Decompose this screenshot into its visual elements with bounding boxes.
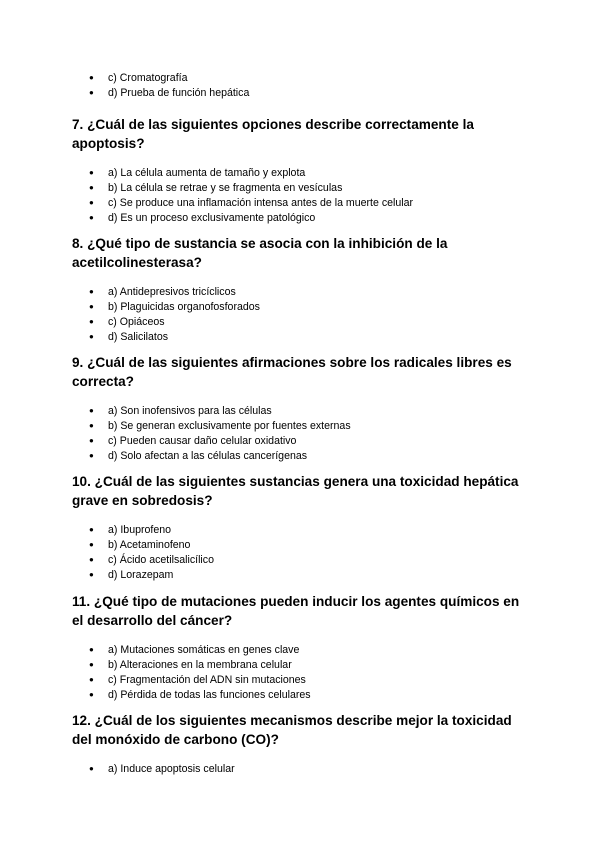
- option-text: a) Antidepresivos tricíclicos: [108, 286, 236, 298]
- bullet-icon: ●: [89, 569, 94, 579]
- option-text: b) Plaguicidas organofosforados: [108, 300, 260, 313]
- bullet-icon: ●: [89, 674, 94, 684]
- option-text: b) Acetaminofeno: [108, 538, 191, 551]
- list-item: [72, 688, 532, 703]
- question-title: 12. ¿Cuál de los siguientes mecanismos describe mejor la toxicidad del monóxido de carbono (CO)?: [72, 713, 512, 747]
- continuation-options: [72, 71, 532, 101]
- list-item: [72, 285, 532, 300]
- option-text: b) Alteraciones en la membrana celular: [108, 658, 292, 671]
- option-text: d) Salicilatos: [108, 330, 169, 343]
- list-item: [72, 523, 532, 538]
- bullet-icon: ●: [89, 435, 94, 445]
- question-11: [72, 592, 532, 703]
- bullet-icon: ●: [89, 659, 94, 669]
- bullet-icon: ●: [89, 420, 94, 430]
- bullet-icon: ●: [89, 450, 94, 460]
- option-text: a) Son inofensivos para las células: [108, 405, 272, 417]
- option-text: c) Se produce una inflamación intensa antes de la muerte celular: [108, 196, 414, 209]
- option-list: [72, 285, 532, 345]
- bullet-icon: ●: [89, 182, 94, 192]
- question-12: [72, 711, 532, 777]
- bullet-icon: ●: [89, 525, 94, 534]
- option-text: a) Mutaciones somáticas en genes clave: [108, 644, 300, 656]
- bullet-icon: ●: [89, 73, 94, 82]
- list-item: [72, 166, 532, 181]
- option-text: d) Solo afectan a las células cancerígenas: [108, 449, 308, 462]
- option-list: [72, 643, 532, 703]
- list-item: [72, 568, 532, 583]
- list-item: [72, 643, 532, 658]
- list-item: [72, 300, 532, 315]
- option-text: c) Ácido acetilsalicílico: [108, 553, 214, 566]
- option-text: a) Induce apoptosis celular: [108, 763, 235, 775]
- bullet-icon: ●: [89, 168, 94, 177]
- question-7: [72, 115, 532, 226]
- list-item: [72, 211, 532, 226]
- option-text: c) Opiáceos: [108, 315, 165, 328]
- option-text: d) Pérdida de todas las funciones celulares: [108, 688, 311, 701]
- bullet-icon: ●: [89, 331, 94, 341]
- bullet-icon: ●: [89, 212, 94, 222]
- option-list: [72, 762, 532, 777]
- list-item: [72, 553, 532, 568]
- option-text: c) Pueden causar daño celular oxidativo: [108, 434, 297, 447]
- option-text: b) Se generan exclusivamente por fuentes externas: [108, 419, 351, 432]
- list-item: [72, 196, 532, 211]
- list-item: [72, 181, 532, 196]
- bullet-icon: ●: [89, 406, 94, 415]
- option-text: d) Lorazepam: [108, 568, 174, 581]
- question-title: 11. ¿Qué tipo de mutaciones pueden inducir los agentes químicos en el desarrollo del cáncer?: [72, 594, 520, 628]
- question-title: 10. ¿Cuál de las siguientes sustancias genera una toxicidad hepática grave en sobredosis?: [72, 474, 519, 508]
- question-title: 7. ¿Cuál de las siguientes opciones describe correctamente la apoptosis?: [72, 117, 474, 151]
- option-list: [72, 404, 532, 464]
- bullet-icon: ●: [89, 764, 94, 773]
- bullet-icon: ●: [89, 301, 94, 311]
- option-list: [72, 166, 532, 226]
- bullet-icon: ●: [89, 539, 94, 549]
- option-text: b) La célula se retrae y se fragmenta en vesículas: [108, 181, 343, 194]
- question-title: 8. ¿Qué tipo de sustancia se asocia con la inhibición de la acetilcolinesterasa?: [72, 236, 448, 270]
- question-8: [72, 234, 532, 345]
- list-item: [72, 449, 532, 464]
- list-item: [72, 658, 532, 673]
- option-list: [72, 71, 532, 101]
- option-text: c) Fragmentación del ADN sin mutaciones: [108, 673, 306, 686]
- bullet-icon: ●: [89, 689, 94, 699]
- list-item: [72, 673, 532, 688]
- list-item: [72, 86, 532, 101]
- bullet-icon: ●: [89, 287, 94, 296]
- list-item: [72, 404, 532, 419]
- list-item: [72, 315, 532, 330]
- option-text: d) Prueba de función hepática: [108, 86, 250, 99]
- bullet-icon: ●: [89, 87, 94, 97]
- list-item: [72, 434, 532, 449]
- option-list: [72, 523, 532, 583]
- question-title: 9. ¿Cuál de las siguientes afirmaciones sobre los radicales libres es correcta?: [72, 355, 512, 389]
- option-text: a) Ibuprofeno: [108, 524, 172, 536]
- list-item: [72, 330, 532, 345]
- bullet-icon: ●: [89, 645, 94, 654]
- list-item: [72, 71, 532, 86]
- bullet-icon: ●: [89, 316, 94, 326]
- option-text: d) Es un proceso exclusivamente patológico: [108, 211, 316, 224]
- list-item: [72, 762, 532, 777]
- list-item: [72, 419, 532, 434]
- question-9: [72, 353, 532, 464]
- list-item: [72, 538, 532, 553]
- option-text: c) Cromatografía: [108, 72, 188, 84]
- question-10: [72, 472, 532, 583]
- option-text: a) La célula aumenta de tamaño y explota: [108, 167, 306, 179]
- bullet-icon: ●: [89, 197, 94, 207]
- bullet-icon: ●: [89, 554, 94, 564]
